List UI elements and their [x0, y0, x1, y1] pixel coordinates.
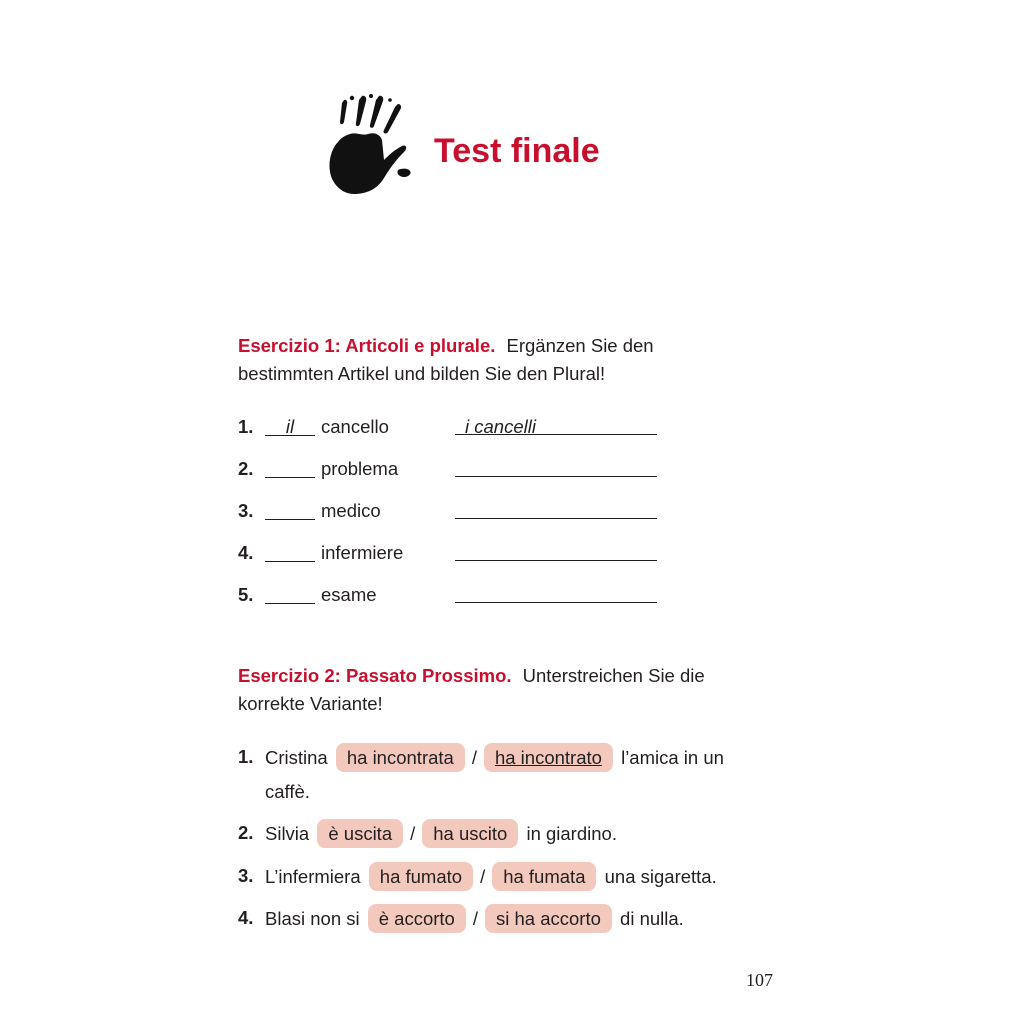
sentence-start: Silvia — [265, 823, 310, 844]
item-number: 3. — [238, 500, 254, 521]
article-field[interactable]: il — [265, 413, 315, 436]
item-number: 4. — [238, 907, 254, 928]
sentence-start: L’infermiera — [265, 866, 361, 887]
item-number: 1. — [238, 746, 254, 767]
article-field[interactable] — [265, 581, 315, 604]
option-b-chip[interactable] — [484, 743, 613, 772]
option-a-chip[interactable] — [369, 862, 473, 891]
sentence-start: Cristina — [265, 747, 328, 768]
option-b-chip[interactable] — [492, 862, 596, 891]
exercise1-instruction-line2: bestimmten Artikel und bilden Sie den Plural! — [238, 363, 606, 384]
exercise2-item — [238, 819, 798, 849]
item-number: 1. — [238, 416, 254, 437]
article-field[interactable] — [265, 497, 315, 520]
option-a-label: è accorto — [378, 908, 455, 929]
plural-field[interactable]: i cancelli — [455, 413, 657, 435]
exercise1-heading-block — [238, 332, 798, 388]
article-field[interactable] — [265, 455, 315, 478]
item-number: 2. — [238, 822, 254, 843]
page-title: Test finale — [434, 132, 600, 170]
noun: esame — [321, 584, 377, 605]
exercise1-heading: Esercizio 1: Articoli e plurale. — [238, 335, 496, 356]
option-a-label: ha fumato — [379, 866, 463, 887]
page-number: 107 — [746, 970, 773, 990]
separator: / — [471, 747, 477, 768]
sentence-end: l’amica in un — [621, 747, 724, 768]
exercise2-instruction-line1: Unterstreichen Sie die — [522, 665, 705, 686]
noun: cancello — [321, 416, 389, 437]
option-a-chip[interactable] — [336, 743, 465, 772]
plural-field[interactable] — [455, 497, 657, 519]
option-b-label: ha incontrato — [494, 747, 602, 768]
noun: infermiere — [321, 542, 404, 563]
plural-field[interactable] — [455, 455, 657, 477]
noun: medico — [321, 500, 381, 521]
option-b-label: ha fumata — [503, 866, 586, 887]
sentence-end: in giardino. — [526, 823, 617, 844]
separator: / — [410, 823, 416, 844]
item-number: 3. — [238, 865, 254, 886]
exercise2-instruction-line2: korrekte Variante! — [238, 693, 383, 714]
exercise2-item — [238, 743, 798, 813]
option-a-chip[interactable] — [368, 904, 466, 933]
article-field[interactable] — [265, 539, 315, 562]
separator: / — [480, 866, 486, 887]
option-a-label: è uscita — [328, 823, 393, 844]
option-a-label: ha incontrata — [346, 747, 454, 768]
exercise2-heading-block — [238, 662, 798, 718]
sentence-start: Blasi non si — [265, 908, 360, 929]
option-b-chip[interactable] — [422, 819, 518, 848]
sentence-continuation: caffè. — [265, 781, 310, 802]
noun: problema — [321, 458, 399, 479]
separator: / — [472, 908, 478, 929]
exercise1-instruction-line1: Ergänzen Sie den — [506, 335, 654, 356]
option-b-chip[interactable] — [485, 904, 612, 933]
item-number: 5. — [238, 584, 254, 605]
item-number: 2. — [238, 458, 254, 479]
exercise2-item — [238, 904, 798, 934]
handprint-icon — [324, 90, 428, 198]
option-b-label: ha uscito — [433, 823, 508, 844]
plural-field[interactable] — [455, 539, 657, 561]
plural-field[interactable] — [455, 581, 657, 603]
exercise2-item — [238, 862, 798, 892]
option-b-label: si ha accorto — [496, 908, 601, 929]
option-a-chip[interactable] — [317, 819, 403, 848]
sentence-end: una sigaretta. — [604, 866, 717, 887]
sentence-end: di nulla. — [620, 908, 684, 929]
exercise2-heading: Esercizio 2: Passato Prossimo. — [238, 665, 512, 686]
item-number: 4. — [238, 542, 254, 563]
